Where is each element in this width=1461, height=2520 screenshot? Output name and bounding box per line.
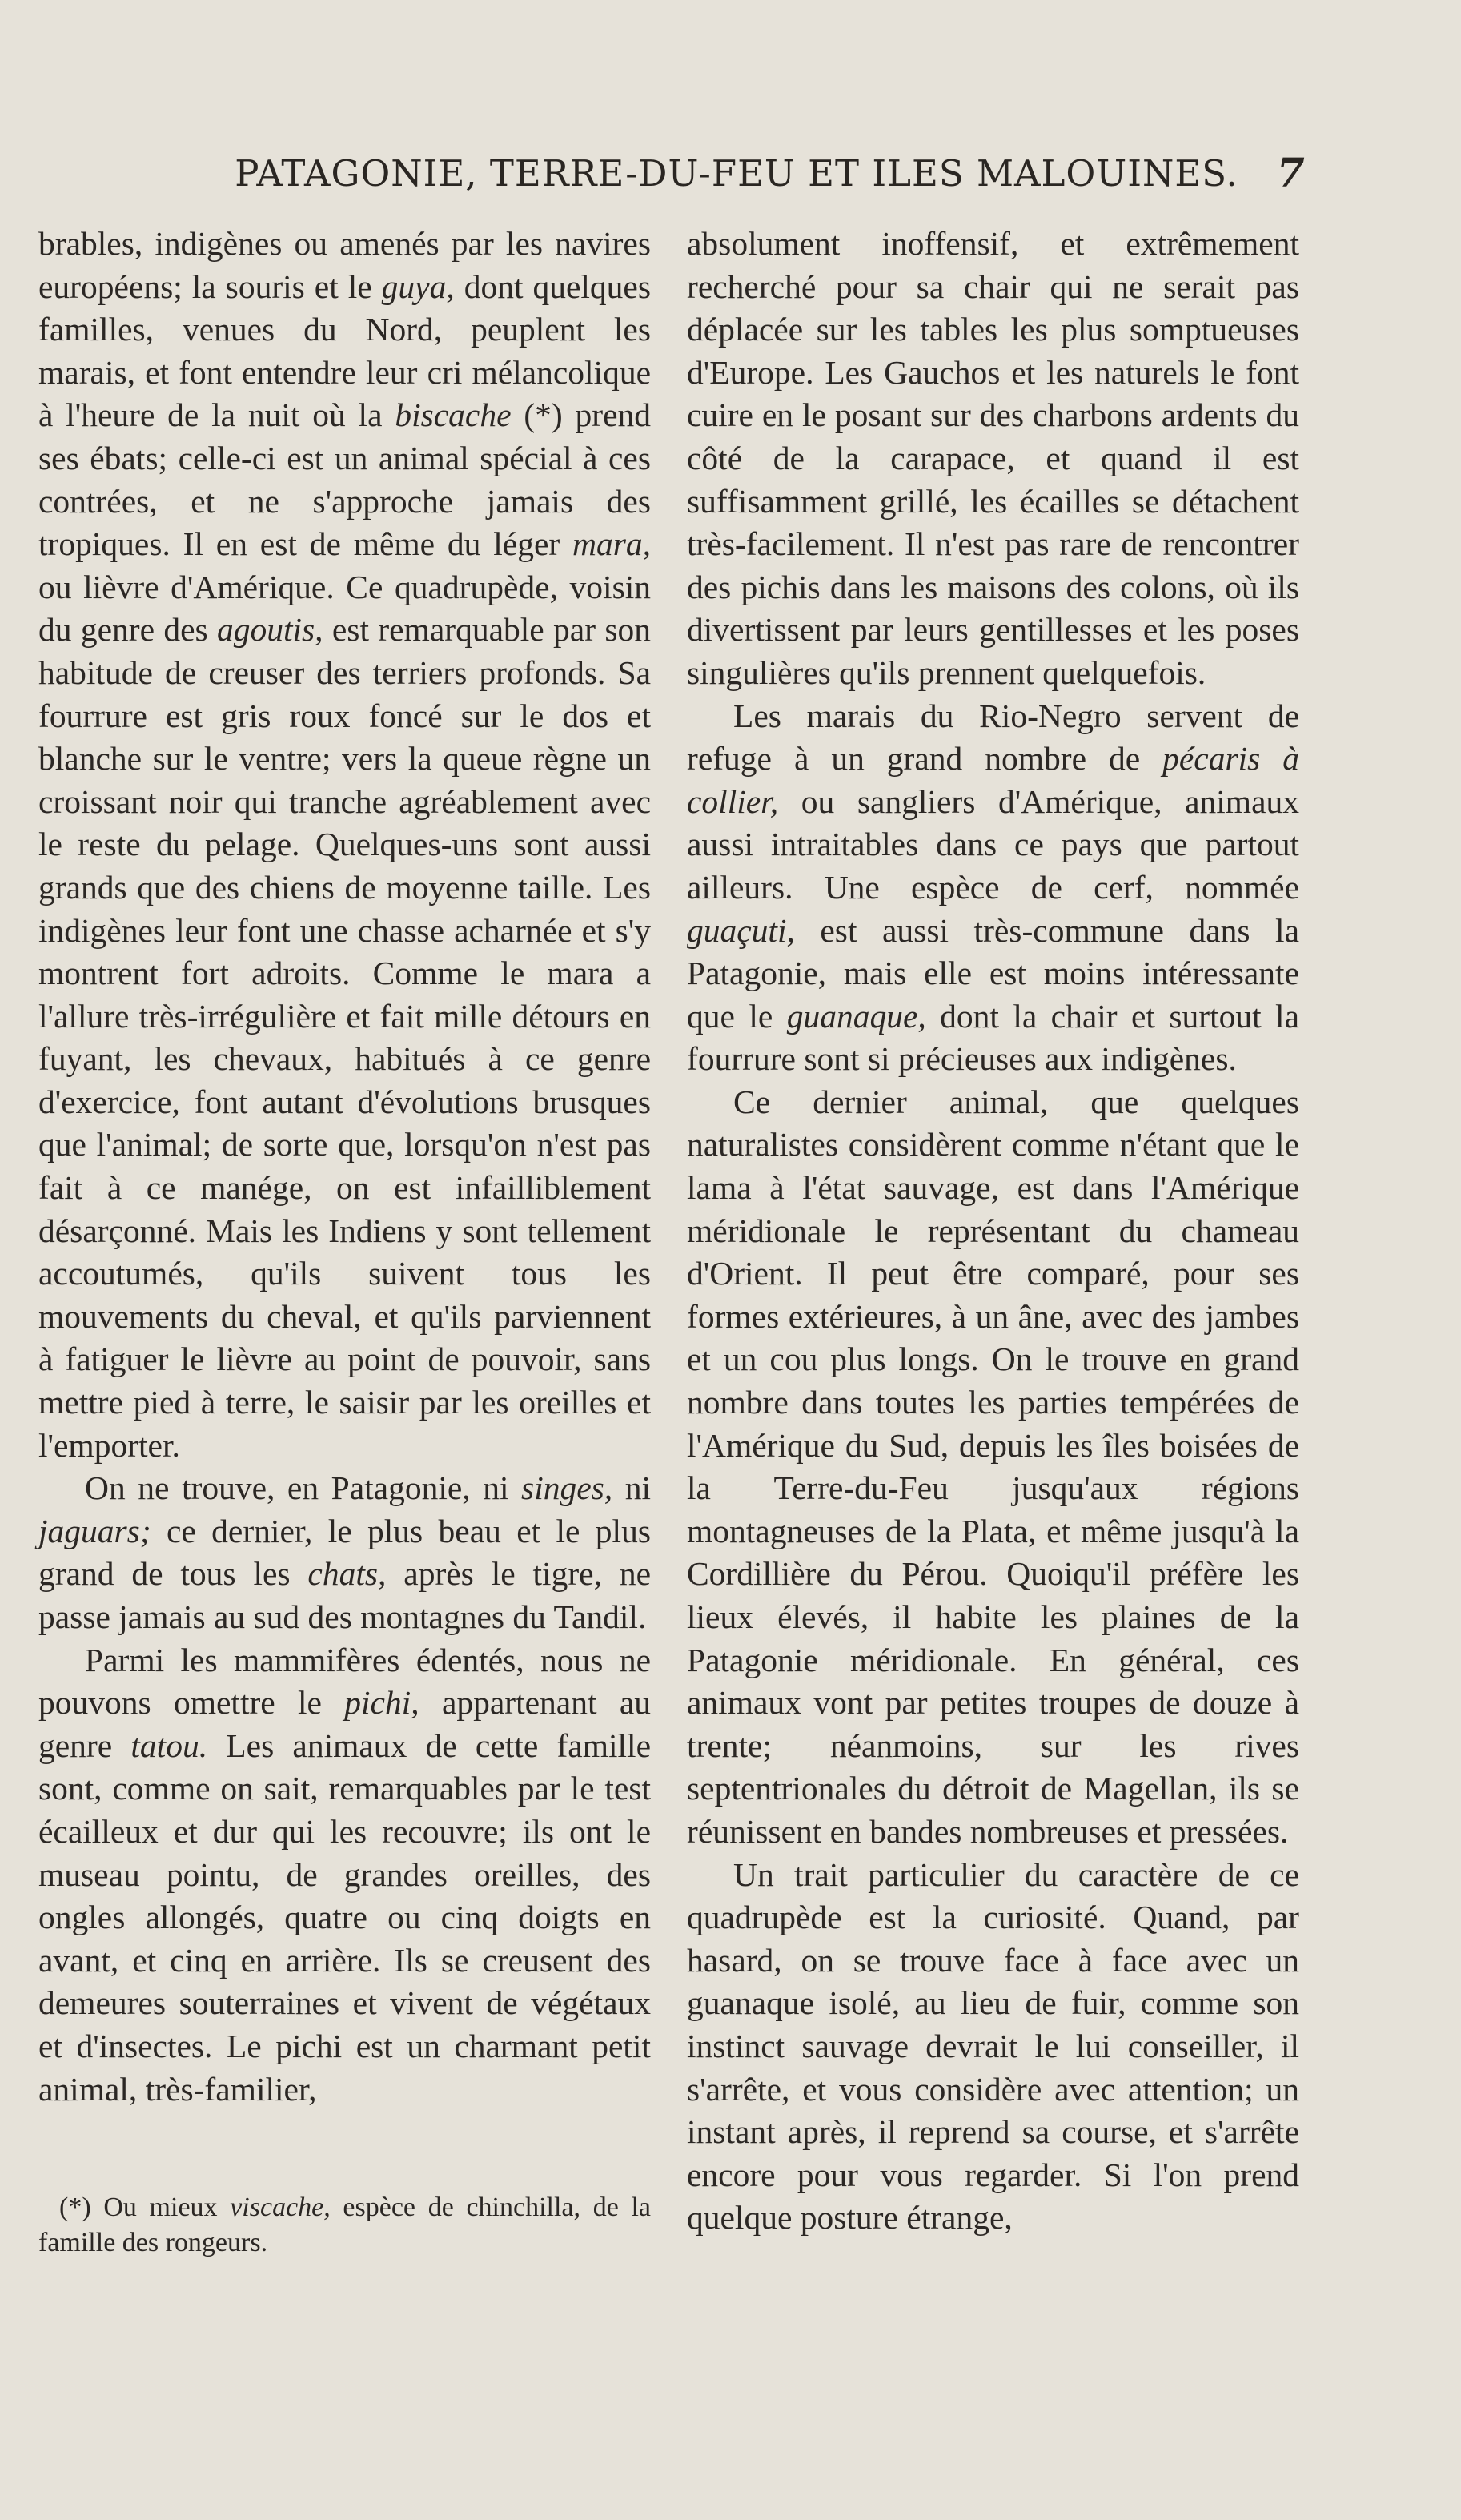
paragraph <box>38 1467 651 1638</box>
paragraph <box>687 1081 1299 1854</box>
italic-term: pichi, <box>344 1684 419 1722</box>
paragraph <box>687 223 1299 695</box>
paragraph <box>38 1639 651 2112</box>
italic-term: guya, <box>381 267 455 305</box>
text-run: brables, indigènes ou amenés par les navires européens; la souris et le <box>38 225 651 305</box>
text-run: Ce dernier animal, que quelques naturalistes considèrent comme n'étant que le lama à l'état sauvage, est dans l'Amérique méridionale le représentant du chameau d'Orient. Il peut être comparé, pour ses formes extérieures, à un âne, avec des jambes et un cou plus longs. On le trouve en grand nombre dans toutes les parties tempérées de l'Amérique du Sud, depuis les îles boisées de la Terre-du-Feu jusqu'aux régions montagneuses de la Plata, et même jusqu'à la Cordillière du Pérou. Quoiqu'il préfère les lieux élevés, il habite les plaines de la Patagonie méridionale. En général, ces animaux vont par petites troupes de douze à trente; néanmoins, sur les rives septentrionales du détroit de Magellan, ils se réunissent en bandes nombreuses et pressées. <box>687 1083 1299 1850</box>
text-run: absolument inoffensif, et extrêmement recherché pour sa chair qui ne serait pas déplacée sur les tables les plus somptueuses d'Europe. Les Gauchos et les naturels le font cuire en le posant sur des charbons ardents du côté de la carapace, et quand il est suffisamment grillé, les écailles se détachent très-facilement. Il n'est pas rare de rencontrer des pichis dans les maisons des colons, où ils divertissent par leurs gentillesses et les poses singulières qu'ils prennent quelquefois. <box>687 225 1299 691</box>
text-run: On ne trouve, en Patagonie, ni <box>85 1469 522 1507</box>
italic-term: jaguars; <box>38 1512 151 1549</box>
text-run: appartenant au genre <box>38 1684 651 1764</box>
left-column <box>38 223 651 2111</box>
text-run: (*) Ou mieux <box>59 2192 231 2222</box>
italic-term: guaçuti, <box>687 911 795 949</box>
italic-term: viscache, <box>230 2192 331 2222</box>
paragraph <box>687 1854 1299 2240</box>
text-run: Les marais du Rio-Negro servent de refuge à un grand nombre de <box>687 697 1299 778</box>
text-run: espèce de chinchilla, de la famille des rongeurs. <box>38 2192 651 2257</box>
paragraph <box>38 223 651 1467</box>
italic-term: mara, <box>572 525 651 563</box>
text-run: Parmi les mammifères édentés, nous ne pouvons omettre le <box>38 1641 651 1722</box>
italic-term: chats, <box>307 1555 387 1593</box>
text-run: Les animaux de cette famille sont, comme on sait, remarquables par le test écailleux et dur qui les recouvre; ils ont le museau pointu, de grandes oreilles, des ongles allongés, quatre ou cinq doigts en avant, et cinq en arrière. Ils se creusent des demeures souterraines et vivent de végétaux et d'insectes. Le pichi est un charmant petit animal, très-familier, <box>38 1726 651 2108</box>
text-run: dont la chair et surtout la fourrure sont si précieuses aux indigènes. <box>687 997 1299 1078</box>
italic-term: tatou. <box>130 1726 208 1764</box>
text-run: dont quelques familles, venues du Nord, peuplent les marais, et font entendre leur cri mélancolique à l'heure de la nuit où la <box>38 267 651 434</box>
text-run: est remarquable par son habitude de creuser des terriers profonds. Sa fourrure est gris roux foncé sur le dos et blanche sur le ventre; vers la queue règne un croissant noir qui tranche agréablement avec le reste du pelage. Quelques-uns sont aussi grands que des chiens de moyenne taille. Les indigènes leur font une chasse acharnée et s'y montrent fort adroits. Comme le mara a l'allure très-irrégulière et fait mille détours en fuyant, les chevaux, habitués à ce genre d'exercice, font autant d'évolutions brusques que l'animal; de sorte que, lorsqu'on n'est pas fait à ce manége, on est infailliblement désarçonné. Mais les Indiens y sont tellement accoutumés, qu'ils suivent tous les mouvements du cheval, et qu'ils parviennent à fatiguer le lièvre au point de pouvoir, sans mettre pied à terre, le saisir par les oreilles et l'emporter. <box>38 611 651 1464</box>
text-run: est aussi très-commune dans la Patagonie, mais elle est moins intéressante que le <box>687 911 1299 1035</box>
footnote <box>38 2190 651 2261</box>
text-run: ni <box>612 1469 651 1507</box>
italic-term: guanaque, <box>786 997 926 1035</box>
text-run: ou lièvre d'Amérique. Ce quadrupède, voisin du genre des <box>38 568 651 649</box>
italic-term: agoutis, <box>216 611 323 649</box>
text-run: ou sangliers d'Amérique, animaux aussi intraitables dans ce pays que partout ailleurs. Une espèce de cerf, nommée <box>687 782 1299 906</box>
text-run: après le tigre, ne passe jamais au sud des montagnes du Tandil. <box>38 1555 651 1635</box>
right-column <box>687 223 1299 2240</box>
italic-term: biscache <box>395 396 512 434</box>
running-head: PATAGONIE, TERRE-DU-FEU ET ILES MALOUINES. <box>235 152 1238 195</box>
text-run: ce dernier, le plus beau et le plus grand de tous les <box>38 1512 651 1593</box>
text-run: (*) prend ses ébats; celle-ci est un animal spécial à ces contrées, et ne s'approche jamais des tropiques. Il en est de même du léger <box>38 396 651 563</box>
italic-term: pécaris à collier, <box>687 740 1300 820</box>
italic-term: singes, <box>521 1469 613 1507</box>
paragraph <box>687 695 1299 1081</box>
text-run: Un trait particulier du caractère de ce quadrupède est la curiosité. Quand, par hasard, on se trouve face à face avec un guanaque isolé, au lieu de fuir, comme son instinct sauvage devrait le lui conseiller, il s'arrête, et vous considère avec attention; un instant après, il reprend sa course, et s'arrête encore pour vous regarder. Si l'on prend quelque posture étrange, <box>687 1855 1299 2237</box>
page-number: 7 <box>1277 149 1305 196</box>
